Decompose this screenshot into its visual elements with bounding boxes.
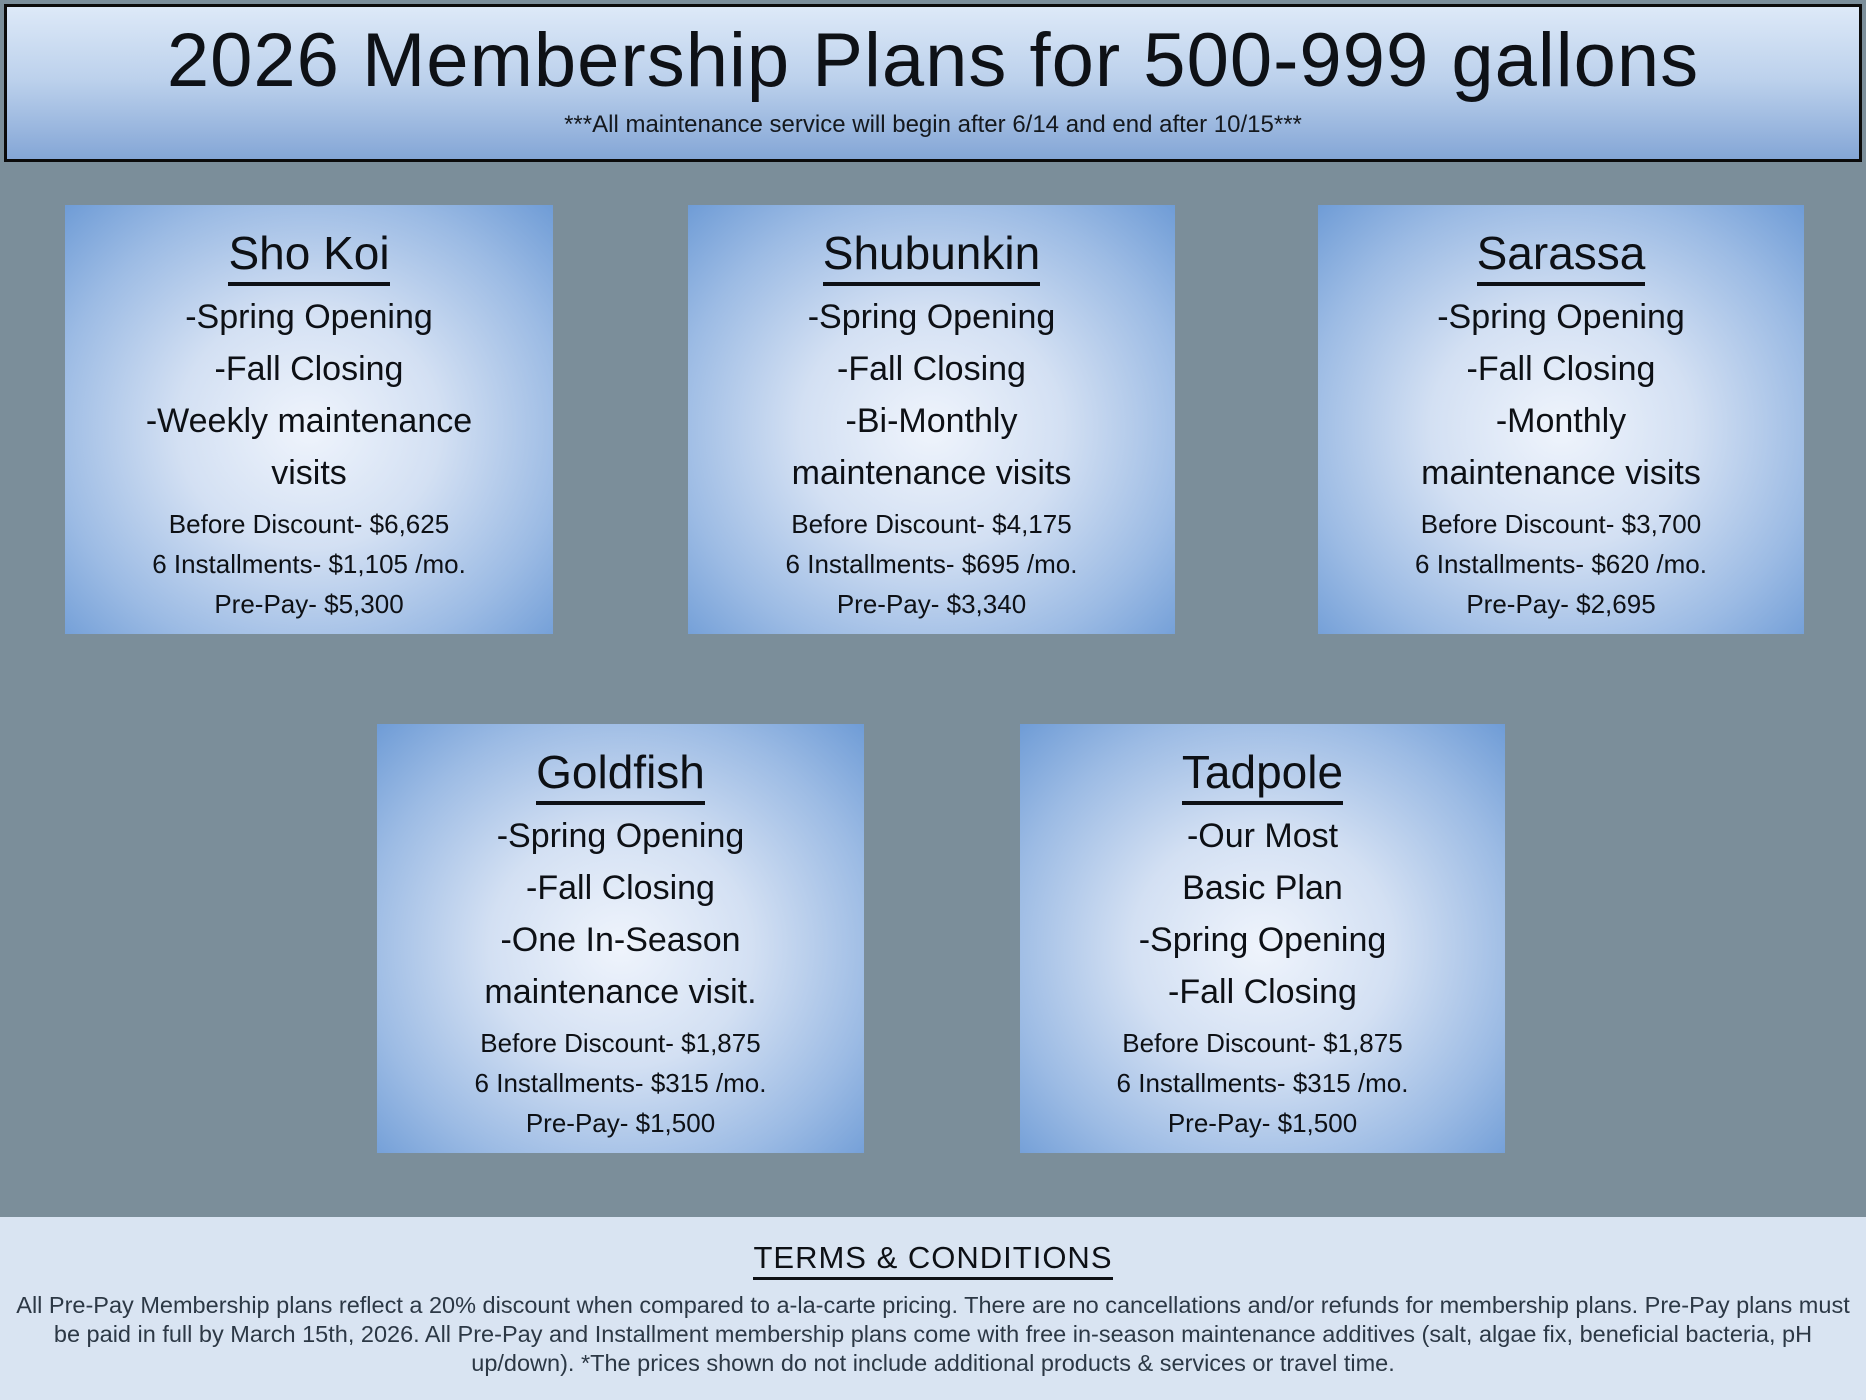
- plan-feature-line: -Fall Closing: [837, 350, 1026, 388]
- plan-card-goldfish: [377, 724, 864, 1153]
- plan-feature-line: -Fall Closing: [526, 869, 715, 907]
- plan-pricing: [65, 504, 553, 624]
- page-subtitle: ***All maintenance service will begin after 6/14 and end after 10/15***: [564, 111, 1302, 138]
- plan-price-installments: 6 Installments- $620 /mo.: [1415, 549, 1707, 579]
- plan-feature-line: -Spring Opening: [496, 817, 745, 855]
- plan-price-pre-pay: Pre-Pay- $1,500: [525, 1108, 716, 1138]
- plan-feature-line: -Fall Closing: [214, 350, 404, 388]
- plan-features: [377, 810, 864, 1018]
- plan-feature-line: -Spring Opening: [185, 298, 433, 336]
- plan-title-text: Sarassa: [1477, 227, 1646, 286]
- plan-features: [65, 291, 553, 499]
- plan-features: [688, 291, 1175, 499]
- plan-feature-line: -One In-Season: [500, 921, 741, 959]
- plan-pricing: [1318, 504, 1804, 624]
- plan-feature-line: visits: [271, 454, 347, 492]
- plan-title: [1318, 227, 1804, 279]
- plan-feature-line: -Bi-Monthly: [845, 402, 1018, 440]
- plan-pricing: [377, 1023, 864, 1143]
- plan-feature-line: -Spring Opening: [1437, 298, 1685, 336]
- plan-title-text: Tadpole: [1182, 746, 1343, 805]
- plan-pricing: [1020, 1023, 1505, 1143]
- plan-price-installments: 6 Installments- $1,105 /mo.: [152, 549, 466, 579]
- plan-feature-line: -Weekly maintenance: [145, 402, 473, 440]
- plan-price-installments: 6 Installments- $315 /mo.: [474, 1068, 767, 1098]
- plan-card-shubunkin: [688, 205, 1175, 634]
- plan-price-before-discount: Before Discount- $3,700: [1420, 509, 1702, 539]
- plan-feature-line: maintenance visit.: [484, 973, 757, 1011]
- plan-title-text: Sho Koi: [228, 227, 389, 286]
- plan-feature-line: -Fall Closing: [1466, 350, 1656, 388]
- plan-price-before-discount: Before Discount- $1,875: [1122, 1028, 1403, 1058]
- plan-card-sho-koi: [65, 205, 553, 634]
- plan-title: [377, 746, 864, 798]
- plan-feature-line: -Monthly: [1495, 402, 1627, 440]
- plan-feature-line: -Our Most: [1186, 817, 1339, 855]
- plan-features: [1318, 291, 1804, 499]
- plan-title: [688, 227, 1175, 279]
- plan-title-text: Shubunkin: [823, 227, 1040, 286]
- plan-price-pre-pay: Pre-Pay- $2,695: [1466, 589, 1656, 619]
- plan-feature-line: maintenance visits: [791, 454, 1072, 492]
- plan-card-tadpole: [1020, 724, 1505, 1153]
- plan-price-before-discount: Before Discount- $1,875: [480, 1028, 761, 1058]
- plan-feature-line: maintenance visits: [1421, 454, 1701, 492]
- header-banner: [4, 4, 1862, 162]
- plan-feature-line: Basic Plan: [1182, 869, 1343, 907]
- page-title: 2026 Membership Plans for 500-999 gallons: [166, 18, 1700, 103]
- terms-body: All Pre-Pay Membership plans reflect a 20% discount when compared to a-la-carte pricing. There are no cancellations and/or refunds for membership plans. Pre-Pay plans must be paid in full by March 15th, 2026. All Pre-Pay and Installment membership plans come with free in-season maintenance additives (salt, algae fix, beneficial bacteria, pH up/down). *The prices shown do not include additional products & services or travel time.: [16, 1292, 1850, 1376]
- plan-features: [1020, 810, 1505, 1018]
- plan-feature-line: -Spring Opening: [1138, 921, 1387, 959]
- plan-price-installments: 6 Installments- $315 /mo.: [1116, 1068, 1409, 1098]
- plan-price-pre-pay: Pre-Pay- $5,300: [214, 589, 404, 619]
- plan-feature-line: -Spring Opening: [807, 298, 1056, 336]
- plan-price-pre-pay: Pre-Pay- $1,500: [1167, 1108, 1358, 1138]
- plan-price-before-discount: Before Discount- $6,625: [168, 509, 450, 539]
- plan-price-pre-pay: Pre-Pay- $3,340: [836, 589, 1027, 619]
- plan-pricing: [688, 504, 1175, 624]
- plan-feature-line: -Fall Closing: [1168, 973, 1357, 1011]
- terms-heading: TERMS & CONDITIONS: [753, 1241, 1112, 1280]
- plan-price-before-discount: Before Discount- $4,175: [791, 509, 1072, 539]
- plan-title: [65, 227, 553, 279]
- terms-section: [0, 1217, 1866, 1400]
- plan-price-installments: 6 Installments- $695 /mo.: [785, 549, 1078, 579]
- plan-title: [1020, 746, 1505, 798]
- plan-card-sarassa: [1318, 205, 1804, 634]
- plan-title-text: Goldfish: [536, 746, 705, 805]
